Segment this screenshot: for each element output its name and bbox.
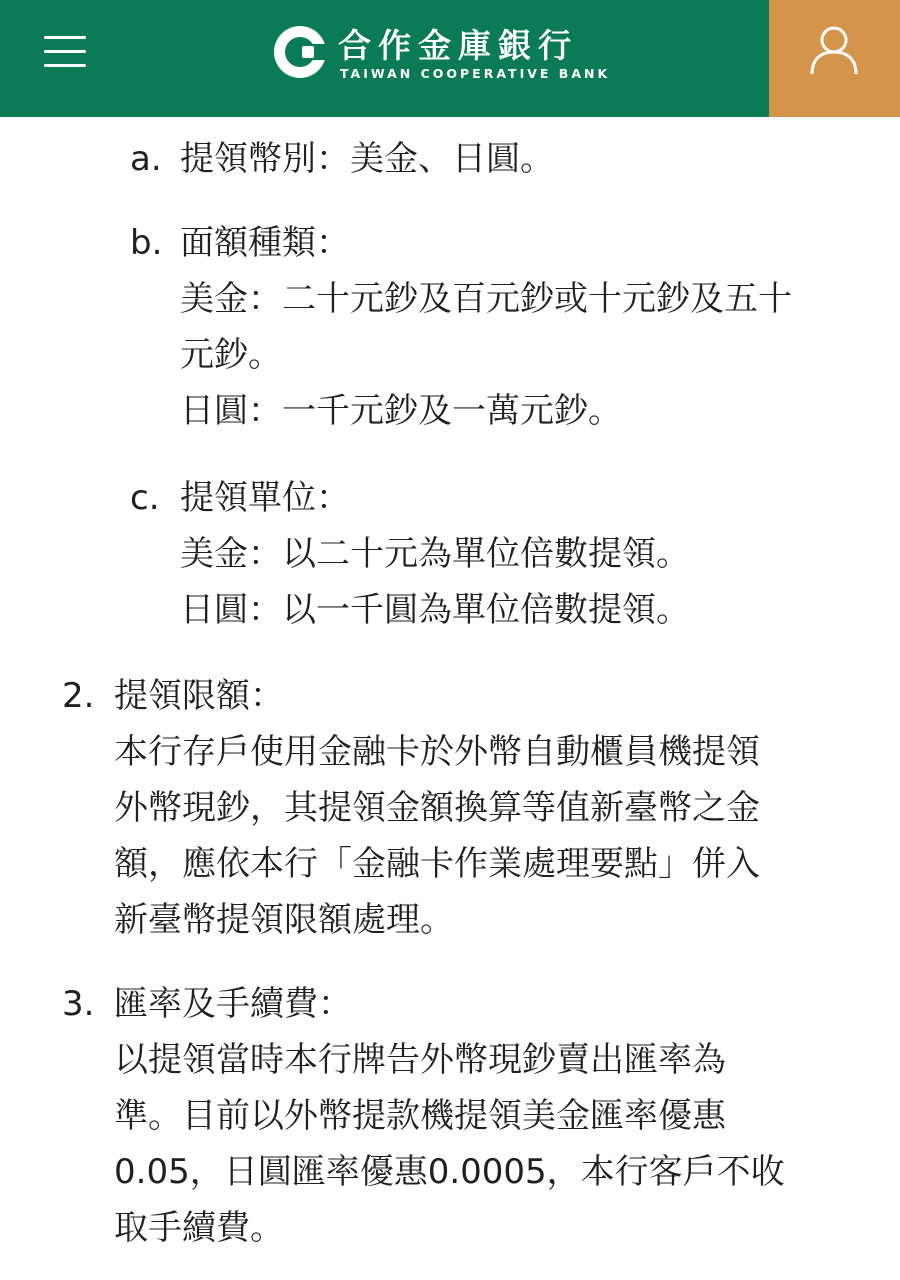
list-marker: 3. xyxy=(62,984,95,1024)
list-item-text: 美金：二十元鈔及百元鈔或十元鈔及五十 xyxy=(180,279,792,319)
list-item-text: 日圓：以一千圓為單位倍數提領。 xyxy=(180,590,690,630)
section-heading: 匯率及手續費： xyxy=(114,984,352,1024)
paragraph-line: 新臺幣提領限額處理。 xyxy=(114,900,454,940)
list-item-text: 元鈔。 xyxy=(180,335,282,375)
hamburger-menu-icon[interactable] xyxy=(40,30,92,72)
list-item-text: 日圓：一千元鈔及一萬元鈔。 xyxy=(180,391,622,431)
bank-logo-mark-icon xyxy=(272,24,328,80)
bank-logo[interactable] xyxy=(272,22,632,84)
list-item-heading: 提領單位： xyxy=(180,478,350,518)
paragraph-line: 以提領當時本行牌告外幣現鈔賣出匯率為 xyxy=(114,1040,726,1080)
app-header xyxy=(0,0,900,117)
user-icon xyxy=(809,24,859,76)
list-marker: c. xyxy=(130,478,160,518)
paragraph-line: 0.05，日圓匯率優惠0.0005，本行客戶不收 xyxy=(114,1152,785,1192)
paragraph-line: 取手續費。 xyxy=(114,1208,284,1248)
list-marker: b. xyxy=(130,223,163,263)
list-item-text: 美金：以二十元為單位倍數提領。 xyxy=(180,534,690,574)
user-account-button[interactable] xyxy=(769,0,900,117)
paragraph-line: 額，應依本行「金融卡作業處理要點」併入 xyxy=(114,844,760,884)
brand-name-cn: 合作金庫銀行 xyxy=(338,26,578,65)
list-marker: a. xyxy=(130,139,162,179)
paragraph-line: 本行存戶使用金融卡於外幣自動櫃員機提領 xyxy=(114,732,760,772)
list-item-text: 提領幣別：美金、日圓。 xyxy=(180,139,554,179)
list-item-heading: 面額種類： xyxy=(180,223,350,263)
paragraph-line: 準。目前以外幣提款機提領美金匯率優惠 xyxy=(114,1096,726,1136)
section-heading: 提領限額： xyxy=(114,676,284,716)
brand-name-en: TAIWAN COOPERATIVE BANK xyxy=(340,66,611,81)
list-marker: 2. xyxy=(62,676,95,716)
paragraph-line: 外幣現鈔，其提領金額換算等值新臺幣之金 xyxy=(114,788,760,828)
